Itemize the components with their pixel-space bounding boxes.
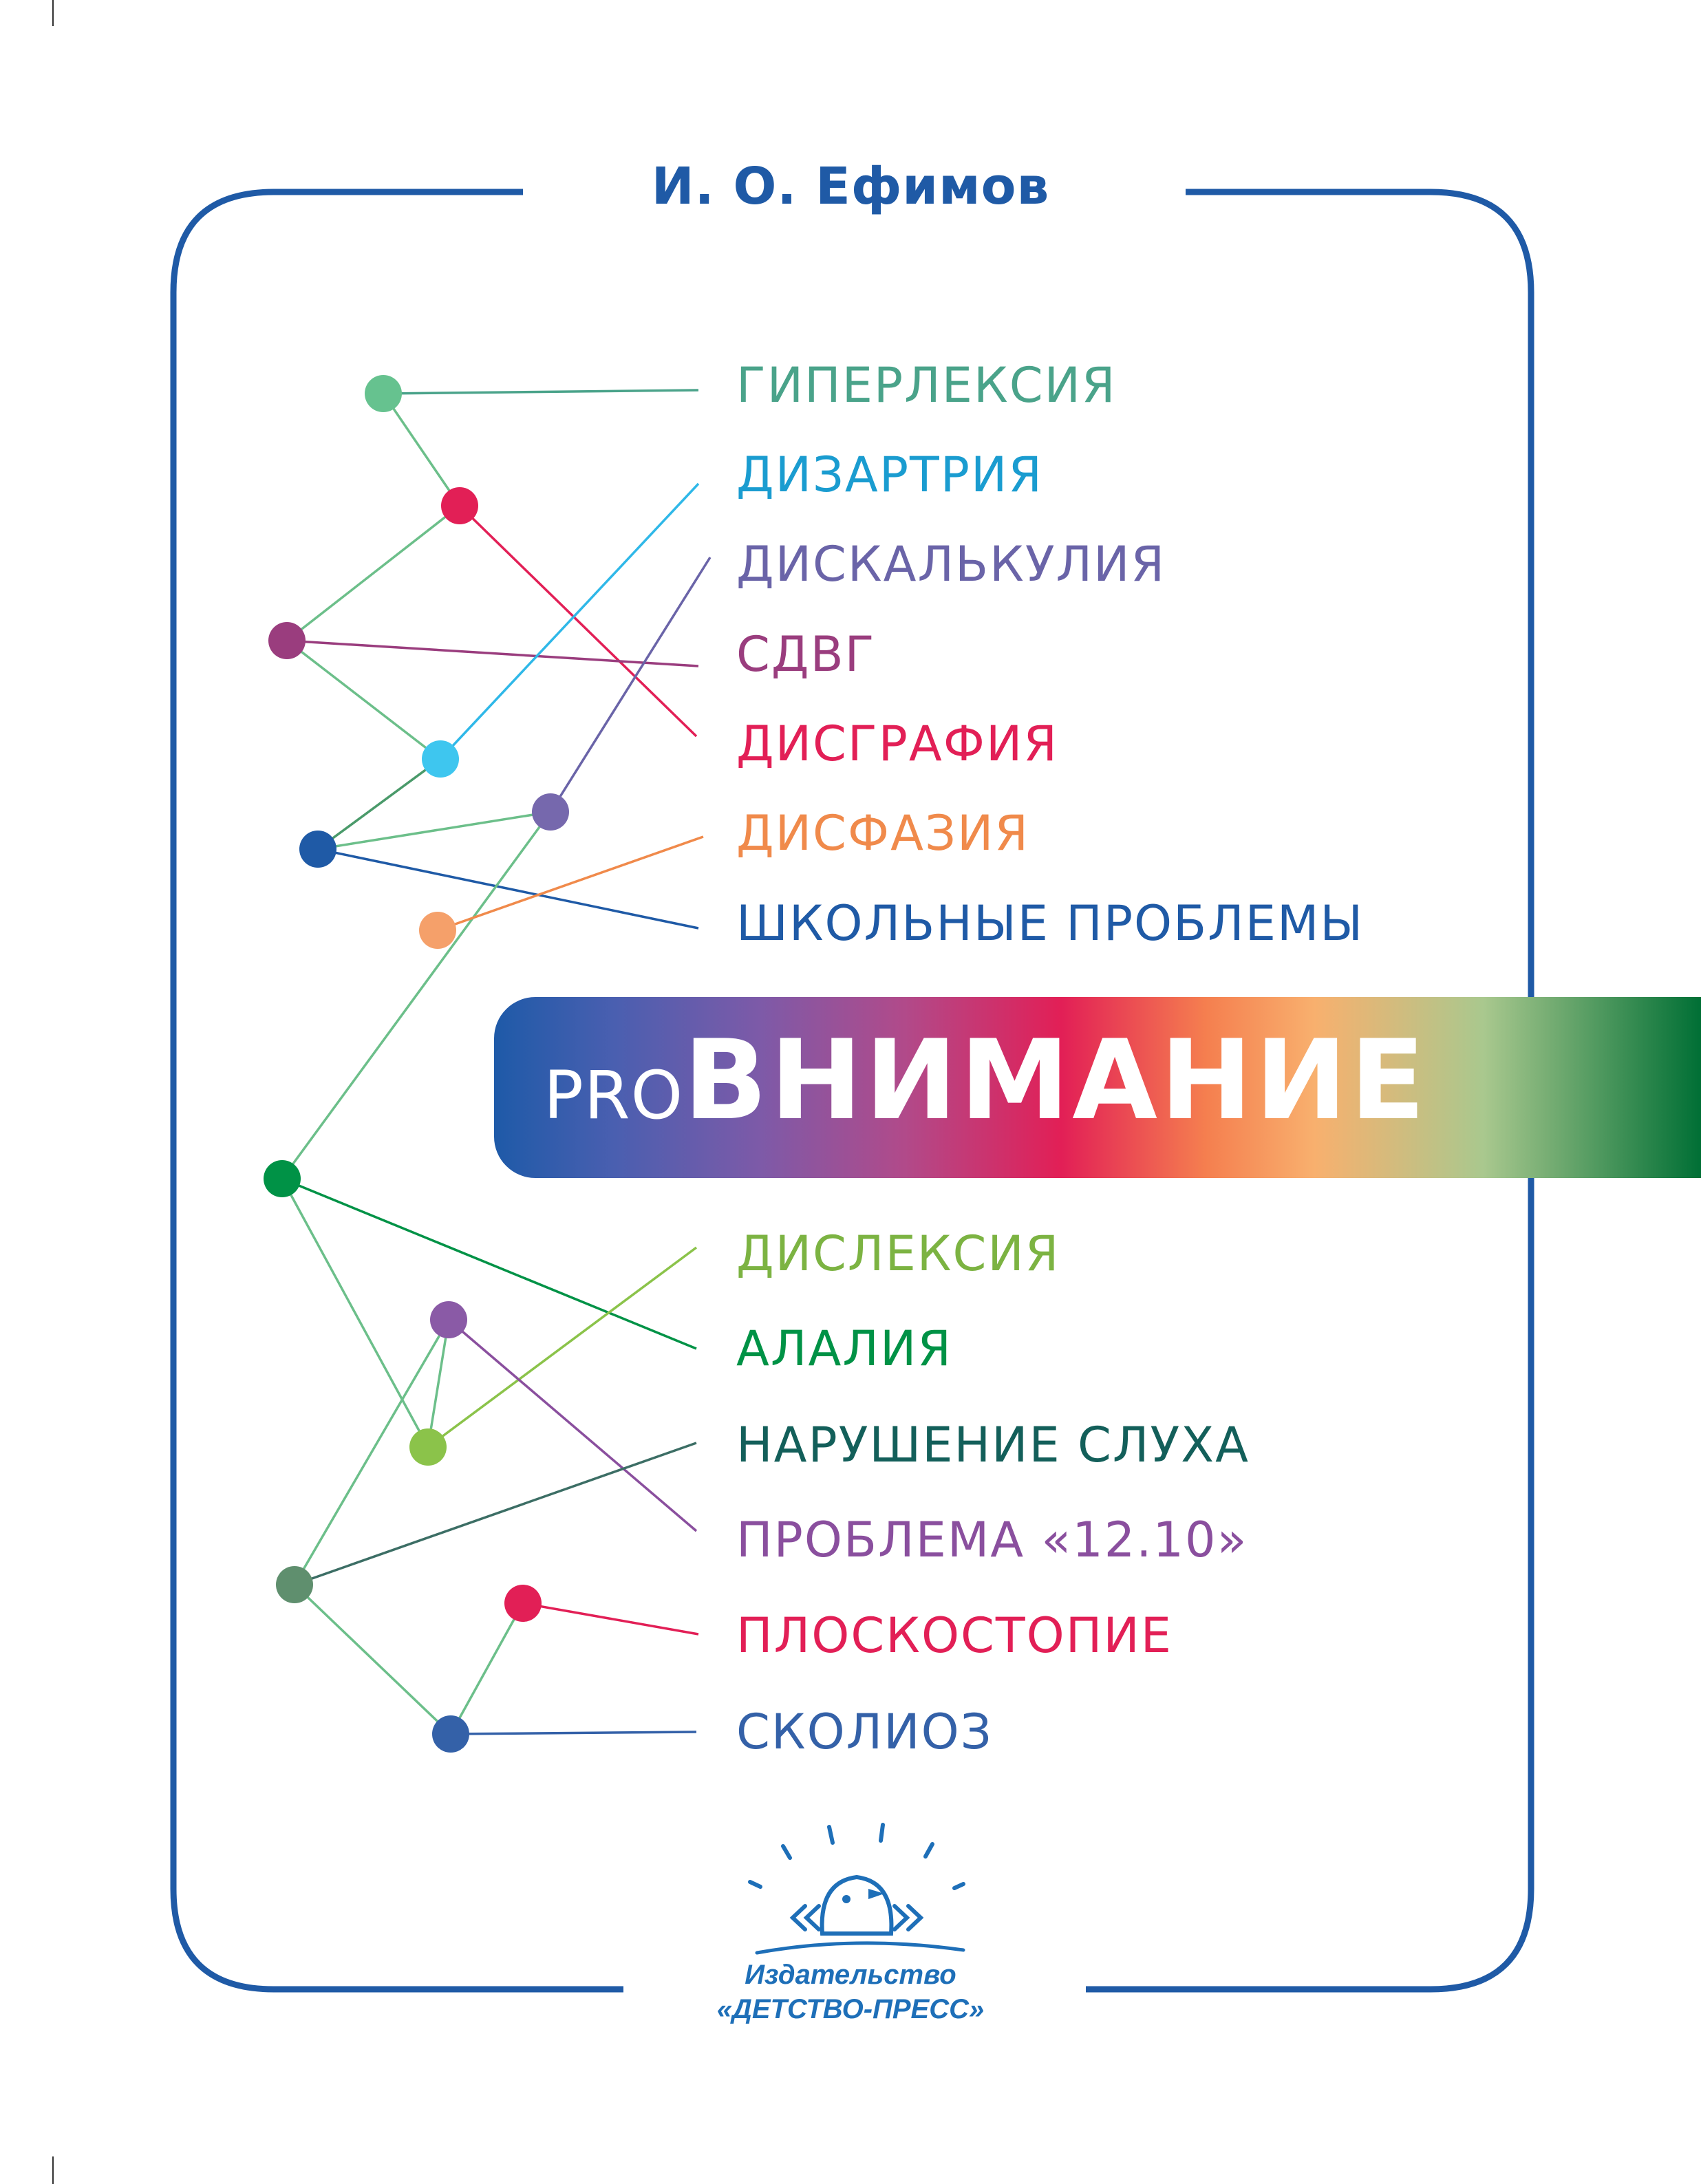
- publisher-line2: «ДЕТСТВО-ПРЕСС»: [716, 1994, 985, 2024]
- term-dysarthria: ДИЗАРТРИЯ: [736, 447, 1043, 503]
- term-alalia: АЛАЛИЯ: [736, 1320, 953, 1377]
- term-dyscalculia: ДИСКАЛЬКУЛИЯ: [736, 536, 1166, 592]
- term-adhd: СДВГ: [736, 626, 876, 683]
- term-hearing-impairment: НАРУШЕНИЕ СЛУХА: [736, 1417, 1250, 1473]
- author-name: И. О. Ефимов: [651, 157, 1050, 216]
- term-hyperlexia: ГИПЕРЛЕКСИЯ: [736, 357, 1117, 414]
- title-prefix: PRO: [544, 1057, 684, 1134]
- term-dysgraphia: ДИСГРАФИЯ: [736, 716, 1058, 772]
- title-main: ВНИМАНИЕ: [683, 1016, 1429, 1144]
- term-dyslexia: ДИСЛЕКСИЯ: [736, 1225, 1060, 1282]
- publisher-line1: Издательство: [745, 1960, 956, 1990]
- term-dysphasia: ДИСФАЗИЯ: [736, 805, 1029, 861]
- term-scoliosis: СКОЛИОЗ: [736, 1704, 993, 1760]
- term-problem-1210: ПРОБЛЕМА «12.10»: [736, 1512, 1248, 1568]
- term-school-problems: ШКОЛЬНЫЕ ПРОБЛЕМЫ: [736, 895, 1365, 952]
- term-flatfoot: ПЛОСКОСТОПИЕ: [736, 1607, 1173, 1664]
